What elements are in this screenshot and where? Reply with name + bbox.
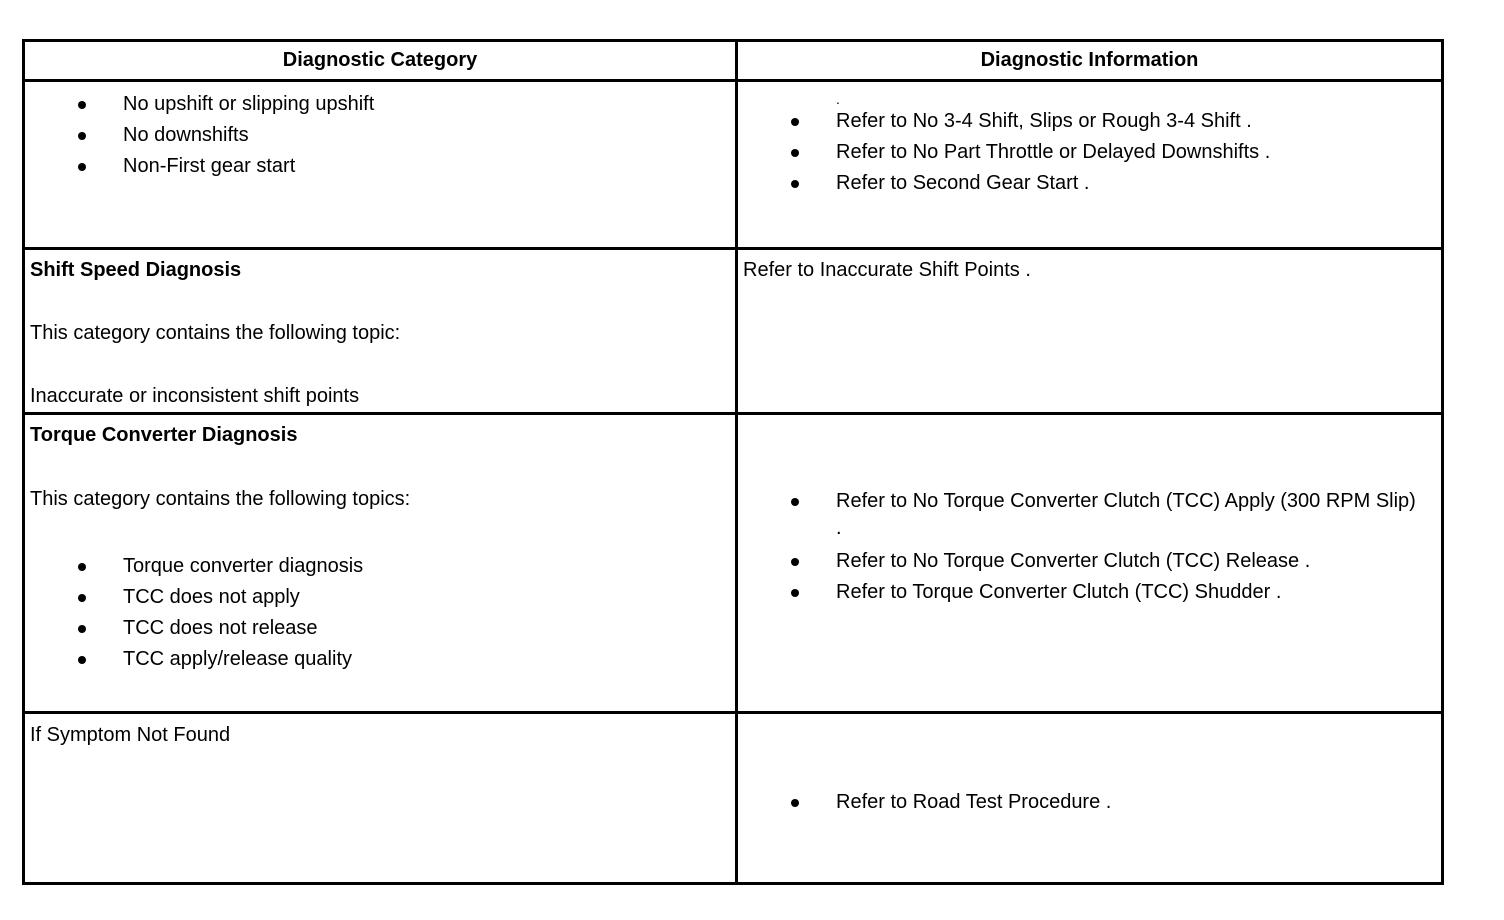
row-divider — [25, 412, 1441, 415]
section-intro: This category contains the following topic: — [30, 322, 401, 344]
bullet-icon — [78, 563, 86, 571]
bullet-list — [25, 551, 735, 675]
row-2-information — [738, 255, 1441, 286]
info-text: Refer to Inaccurate Shift Points . — [743, 259, 1031, 281]
bullet-icon — [78, 656, 86, 664]
bullet-icon — [78, 101, 86, 109]
bullet-icon — [791, 118, 799, 126]
list-item: TCC apply/release quality — [25, 644, 735, 675]
stray-period: . — [836, 91, 840, 107]
list-item: Refer to Second Gear Start . — [738, 168, 1441, 199]
list-item: TCC does not release — [25, 613, 735, 644]
bullet-icon — [791, 498, 799, 506]
bullet-icon — [791, 149, 799, 157]
list-item: Refer to No Torque Converter Clutch (TCC) Release . — [738, 546, 1441, 577]
list-item: Non-First gear start — [25, 151, 735, 182]
bullet-list — [25, 89, 735, 182]
list-item: No upshift or slipping upshift — [25, 89, 735, 120]
section-title: Torque Converter Diagnosis — [30, 424, 298, 446]
bullet-icon — [78, 625, 86, 633]
row-3-information — [738, 488, 1441, 608]
list-item: Refer to No 3-4 Shift, Slips or Rough 3-4 Shift . — [738, 106, 1441, 137]
list-item: Refer to Torque Converter Clutch (TCC) Shudder . — [738, 577, 1441, 608]
row-4-category — [25, 720, 735, 751]
row-2-category — [25, 255, 735, 412]
row-divider — [25, 79, 1441, 82]
row-divider — [25, 711, 1441, 714]
row-divider — [25, 247, 1441, 250]
list-item: Torque converter diagnosis — [25, 551, 735, 582]
list-item: Refer to Road Test Procedure . — [738, 787, 1441, 818]
bullet-icon — [791, 589, 799, 597]
row-4-information — [738, 787, 1441, 818]
bullet-icon — [791, 558, 799, 566]
list-item: Refer to No Part Throttle or Delayed Downshifts . — [738, 137, 1441, 168]
header-diagnostic-category: Diagnostic Category — [282, 49, 478, 71]
section-text: If Symptom Not Found — [30, 724, 231, 746]
list-item: Refer to No Torque Converter Clutch (TCC) Apply (300 RPM Slip) . — [738, 488, 1441, 546]
bullet-icon — [78, 594, 86, 602]
list-item: No downshifts — [25, 120, 735, 151]
row-3-category — [25, 420, 735, 675]
bullet-list — [738, 106, 1441, 199]
section-text: Inaccurate or inconsistent shift points — [30, 385, 360, 407]
row-1-category — [25, 89, 735, 182]
header-diagnostic-information: Diagnostic Information — [980, 49, 1199, 71]
bullet-icon — [78, 132, 86, 140]
row-1-information — [738, 92, 1441, 199]
section-title: Shift Speed Diagnosis — [30, 259, 242, 281]
bullet-icon — [791, 180, 799, 188]
diagnostic-table — [22, 39, 1444, 885]
section-intro: This category contains the following topics: — [30, 488, 411, 510]
bullet-icon — [78, 163, 86, 171]
list-item: TCC does not apply — [25, 582, 735, 613]
bullet-list — [738, 787, 1441, 818]
bullet-list — [738, 488, 1441, 608]
bullet-icon — [791, 799, 799, 807]
